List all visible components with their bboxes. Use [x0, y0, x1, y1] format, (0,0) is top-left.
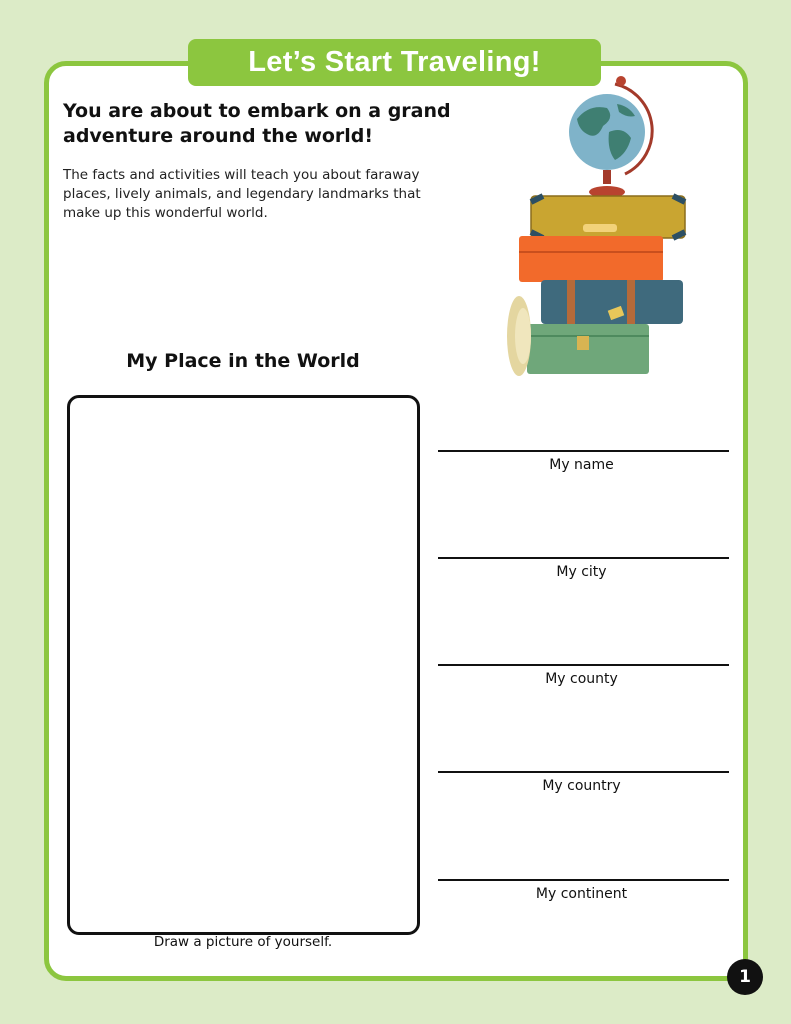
continent-field[interactable] [438, 879, 729, 902]
field-label: My city [556, 564, 607, 580]
field-label: My county [545, 671, 618, 687]
city-field[interactable] [438, 557, 729, 580]
field-label: My continent [535, 886, 628, 902]
intro-text: The facts and activities will teach you about faraway places, lively animals, and legendary landmarks that make up this wonderful world. [63, 167, 421, 221]
page-title: Let’s Start Traveling! [188, 39, 601, 86]
drawing-caption: Draw a picture of yourself. [153, 934, 333, 950]
write-line[interactable] [438, 557, 729, 559]
drawing-box[interactable] [67, 395, 420, 935]
write-line[interactable] [438, 771, 729, 773]
field-label: My country [542, 778, 621, 794]
field-label: My name [549, 457, 614, 473]
write-line[interactable] [438, 664, 729, 666]
globe-on-suitcases-icon [497, 74, 697, 380]
country-field[interactable] [438, 771, 729, 794]
write-line[interactable] [438, 879, 729, 881]
section-title: My Place in the World [126, 350, 360, 372]
write-line[interactable] [438, 450, 729, 452]
county-field[interactable] [438, 664, 729, 687]
intro-headline: You are about to embark on a grand adventure around the world! [63, 100, 451, 147]
page-number: 1 [727, 959, 763, 995]
name-field[interactable] [438, 450, 729, 473]
